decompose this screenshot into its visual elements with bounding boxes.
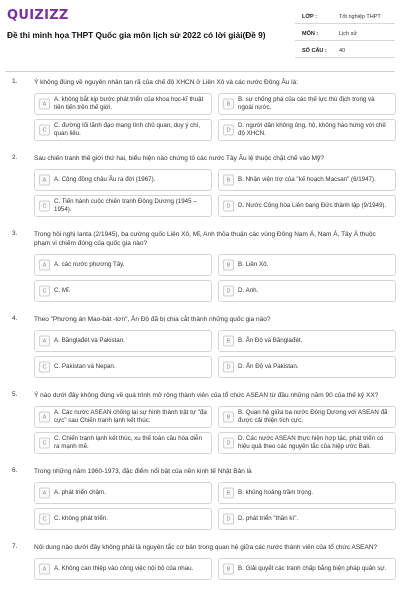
option-text: B. Giải quyết các tranh chấp bằng biện pháp quân sự. — [238, 565, 387, 572]
answer-option-b[interactable] — [218, 406, 396, 428]
option-letter-badge: D — [223, 514, 234, 525]
answer-option-d[interactable] — [218, 432, 396, 454]
answer-options — [34, 406, 396, 454]
option-letter-badge: C — [39, 438, 50, 449]
option-text: A. Không can thiệp vào công việc nội bộ của nhau. — [54, 565, 194, 572]
answer-options — [34, 93, 396, 141]
meta-row-count — [295, 44, 395, 58]
answer-option-b[interactable] — [218, 93, 396, 115]
answer-option-a[interactable] — [34, 558, 212, 580]
question-number: 6. — [12, 467, 18, 474]
worksheet-header — [0, 0, 400, 64]
answer-option-c[interactable] — [34, 356, 212, 378]
question-number: 4. — [12, 315, 18, 322]
question-number: 7. — [12, 543, 18, 550]
option-letter-badge: C — [39, 201, 50, 212]
option-letter-badge: C — [39, 514, 50, 525]
option-letter-badge: A — [39, 488, 50, 499]
option-text: B. Quan hệ giữa ba nước Đông Dương với ASEAN đã được cải thiện tích cực. — [238, 409, 388, 424]
option-text: B. Nhận viện trợ của "kế hoạch Macsan" (6/1947). — [238, 176, 376, 183]
option-text: D. Ấn Độ và Pakistan. — [238, 363, 299, 370]
question-text: Theo "Phương án Mao-bát -tơn", Ấn Độ đã bị chia cắt thành những quốc gia nào? — [34, 316, 271, 323]
option-text: C. Tiến hành cuộc chiến tranh Đông Dương (1945 – 1954). — [54, 198, 197, 213]
option-letter-badge: D — [223, 362, 234, 373]
option-text: A. phát triển chậm. — [54, 489, 106, 496]
option-letter-badge: C — [39, 362, 50, 373]
option-text: D. phát triển "thần kì". — [238, 515, 299, 522]
meta-value: Lịch sử — [339, 30, 358, 37]
option-letter-badge: C — [39, 286, 50, 297]
option-text: B. Liên Xô. — [238, 261, 269, 268]
meta-key: MÔN : — [302, 30, 319, 37]
meta-key: SỐ CÂU : — [302, 47, 327, 54]
question-text: Nội dung nào dưới đây không phải là nguyên tắc cơ bản trong quan hệ giữa các nước thành viên của tổ chức ASEAN? — [34, 544, 378, 551]
answer-options — [34, 558, 396, 580]
option-letter-badge: A — [39, 175, 50, 186]
option-text: A. các nước phương Tây. — [54, 261, 125, 268]
quizizz-logo: QUIZIZZ — [7, 8, 69, 23]
meta-value: Tốt nghiệp THPT — [339, 13, 381, 20]
option-letter-badge: D — [223, 438, 234, 449]
option-letter-badge: B — [223, 564, 234, 575]
option-letter-badge: A — [39, 564, 50, 575]
meta-key: LỚP : — [302, 13, 317, 20]
option-text: B. sự chống phá của các thế lực thù địch trong và ngoài nước. — [238, 96, 375, 111]
option-text: C. Mĩ. — [54, 287, 71, 294]
question-text: Ý nào dưới đây không đúng về quá trình mở rộng thành viên của tổ chức ASEAN từ đầu những năm 90 của thế kỷ XX? — [34, 392, 379, 399]
answer-option-b[interactable] — [218, 558, 396, 580]
question-number: 5. — [12, 391, 18, 398]
worksheet-meta — [295, 10, 395, 58]
answer-option-c[interactable] — [34, 119, 212, 141]
question-text: Trong những năm 1960-1973, đặc điểm nổi bật của nền kinh tế Nhật Bản là — [34, 468, 252, 475]
question-1 — [0, 78, 400, 141]
worksheet-title: Đề thi minh họa THPT Quốc gia môn lịch sử 2022 có lời giải(Đề 9) — [7, 30, 266, 40]
question-4 — [0, 315, 400, 378]
question-2 — [0, 154, 400, 217]
option-text: C. đường lối lãnh đạo mang tính chủ quan, duy ý chí, quan liêu. — [54, 122, 201, 137]
question-3 — [0, 230, 400, 302]
question-list — [0, 78, 400, 593]
answer-option-a[interactable] — [34, 330, 212, 352]
answer-option-a[interactable] — [34, 482, 212, 504]
option-text: C. Chiến tranh lạnh kết thúc, xu thế toàn cầu hóa diễn ra mạnh mẽ. — [54, 435, 202, 450]
option-letter-badge: B — [223, 412, 234, 423]
option-text: C. không phát triển. — [54, 515, 109, 522]
answer-option-d[interactable] — [218, 280, 396, 302]
answer-options — [34, 330, 396, 378]
option-letter-badge: B — [223, 175, 234, 186]
header-divider — [5, 71, 395, 72]
question-number: 1. — [12, 78, 18, 85]
option-text: D. người dân không ủng, hộ, không hào hứng với chế độ XHCN. — [238, 122, 386, 137]
answer-option-b[interactable] — [218, 169, 396, 191]
answer-option-b[interactable] — [218, 482, 396, 504]
answer-option-d[interactable] — [218, 508, 396, 530]
question-6 — [0, 467, 400, 530]
question-number: 3. — [12, 230, 18, 237]
answer-option-d[interactable] — [218, 119, 396, 141]
option-text: D. Các nước ASEAN thực hiện hợp tác, phát triển có hiệu quả theo các nguyên tắc của hiệp ước Bali. — [238, 435, 384, 450]
question-text: Sau chiến tranh thế giới thứ hai, biểu hiện nào chứng tỏ các nước Tây Âu lệ thuộc chặt chẽ vào Mỹ? — [34, 155, 324, 162]
question-number: 2. — [12, 154, 18, 161]
answer-options — [34, 482, 396, 530]
meta-value: 40 — [339, 47, 346, 54]
option-text: C. Pakistan và Nepan. — [54, 363, 116, 370]
answer-option-a[interactable] — [34, 406, 212, 428]
option-text: A. Bănglađét và Pakistan. — [54, 337, 125, 344]
answer-options — [34, 169, 396, 217]
answer-option-a[interactable] — [34, 169, 212, 191]
option-letter-badge: B — [223, 260, 234, 271]
option-letter-badge: D — [223, 125, 234, 136]
answer-option-a[interactable] — [34, 93, 212, 115]
option-text: A. Cộng đồng châu Âu ra đời (1967). — [54, 176, 156, 183]
option-text: D. Anh. — [238, 287, 259, 294]
option-text: B. khủng hoảng trầm trọng. — [238, 489, 313, 496]
answer-option-d[interactable] — [218, 356, 396, 378]
option-text: A. Các nước ASEAN chống lại sự hình thành trật tự "đa cực" sau Chiến tranh lạnh kết thúc. — [54, 409, 207, 424]
option-letter-badge: D — [223, 286, 234, 297]
answer-option-c[interactable] — [34, 280, 212, 302]
option-letter-badge: C — [39, 125, 50, 136]
question-text: Trong hội nghị Ianta (2/1945), ba cường quốc Liên Xô, Mĩ, Anh thỏa thuận các vùng Đông Nam Á, Nam Á, Tây Á thuộc phạm vi chiếm đóng của quốc gia nào? — [34, 231, 376, 247]
option-letter-badge: A — [39, 260, 50, 271]
option-letter-badge: D — [223, 201, 234, 212]
option-letter-badge: A — [39, 99, 50, 110]
answer-option-c[interactable] — [34, 195, 212, 217]
option-letter-badge: A — [39, 336, 50, 347]
answer-option-c[interactable] — [34, 432, 212, 454]
meta-row-subject — [295, 27, 395, 41]
question-5 — [0, 391, 400, 454]
answer-option-c[interactable] — [34, 508, 212, 530]
question-text: Ý không đúng về nguyên nhân tan rã của chế độ XHCN ở Liên Xô và các nước Đông Âu là: — [34, 79, 299, 86]
option-letter-badge: A — [39, 412, 50, 423]
meta-row-class — [295, 10, 395, 24]
option-text: D. Nước Cộng hòa Liên bang Đức thành lập (9/1949). — [238, 202, 387, 209]
answer-option-b[interactable] — [218, 330, 396, 352]
option-text: B. Ấn Độ và Bănglađét. — [238, 337, 303, 344]
answer-option-d[interactable] — [218, 195, 396, 217]
answer-option-b[interactable] — [218, 254, 396, 276]
option-letter-badge: B — [223, 488, 234, 499]
option-letter-badge: B — [223, 99, 234, 110]
question-7 — [0, 543, 400, 580]
option-letter-badge: B — [223, 336, 234, 347]
option-text: A. không bắt kịp bước phát triển của khoa học-kĩ thuật tiên tiến trên thế giới. — [54, 96, 204, 111]
answer-options — [34, 254, 396, 302]
answer-option-a[interactable] — [34, 254, 212, 276]
